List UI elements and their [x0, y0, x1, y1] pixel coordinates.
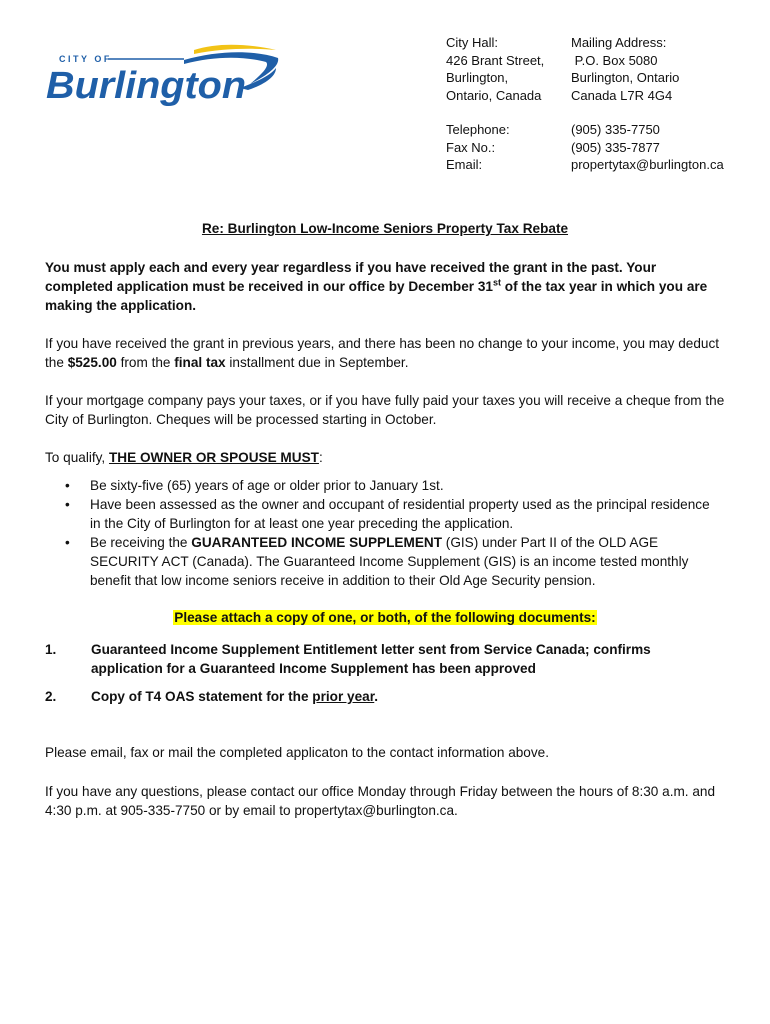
- city-hall-street: 426 Brant Street,: [446, 52, 545, 68]
- bullet-text-age: Be sixty-five (65) years of age or older prior to January 1st.: [90, 478, 444, 493]
- list-item: [63, 476, 723, 495]
- questions-paragraph: If you have any questions, please contact our office Monday through Friday between the hours of 8:30 a.m. and 4:30 p.m. at 905-335-7750 or by email to propertytax@burlington.ca.: [45, 784, 716, 818]
- submit-instructions: Please email, fax or mail the completed applicaton to the contact information above.: [45, 745, 550, 760]
- bullet-text-residence: Have been assessed as the owner and occupant of residential property used as the principal residence in the City of Burlington for at least one year preceding the application.: [90, 497, 710, 531]
- attach-notice-wrap: [0, 610, 770, 625]
- bullet-text-gis-bold: GUARANTEED INCOME SUPPLEMENT: [191, 535, 443, 550]
- subject-line: Re: Burlington Low-Income Seniors Property Tax Rebate: [201, 221, 569, 236]
- email-value: propertytax@burlington.ca: [571, 157, 724, 172]
- deduct-text-3: installment due in September.: [225, 355, 409, 370]
- document-text-2-suffix: .: [374, 689, 379, 704]
- city-hall-address: [446, 34, 544, 104]
- contact-values: [571, 121, 724, 174]
- bullet-text-gis-prefix: Be receiving the: [90, 535, 192, 550]
- logo-name: Burlington: [46, 65, 246, 107]
- fax-label: Fax No.:: [446, 139, 496, 155]
- mailing-city: Burlington, Ontario: [571, 70, 680, 85]
- list-item: [63, 533, 723, 590]
- contact-labels: [446, 121, 510, 174]
- final-tax-text: final tax: [174, 355, 226, 370]
- city-hall-label: City Hall:: [446, 35, 499, 50]
- list-item: [63, 495, 723, 533]
- logo-city-of: CITY OF: [59, 54, 112, 64]
- attach-notice: Please attach a copy of one, or both, of the following documents:: [174, 610, 596, 625]
- intro-text-2: of the tax year in which you are making the application.: [45, 279, 708, 313]
- qualify-emphasis: THE OWNER OR SPOUSE MUST: [108, 450, 319, 465]
- document-text-1: Guaranteed Income Supplement Entitlement letter sent from Service Canada; confirms application for a Guaranteed Income Supplement has been approved: [91, 642, 651, 676]
- qualification-list: [63, 476, 723, 590]
- prior-year-text: prior year: [312, 689, 375, 704]
- document-item-1: [45, 640, 725, 678]
- deduct-amount: $525.00: [67, 355, 117, 370]
- qualify-heading: [45, 448, 725, 467]
- document-text-2: [91, 687, 725, 706]
- city-of-burlington-logo: [44, 36, 280, 112]
- city-hall-province: Ontario, Canada: [446, 87, 542, 103]
- intro-paragraph: [45, 258, 725, 315]
- deduct-text-1: If you have received the grant in previous years, and there has been no change to your income, you may deduct the: [45, 336, 720, 370]
- telephone-label: Telephone:: [446, 122, 510, 137]
- mailing-label: Mailing Address:: [571, 35, 667, 50]
- deduct-paragraph: [45, 334, 725, 372]
- fax-value: (905) 335-7877: [571, 139, 660, 155]
- intro-superscript: st: [492, 277, 501, 288]
- document-text-2-prefix: Copy of T4 OAS statement for the: [91, 689, 313, 704]
- mailing-address: [571, 34, 679, 104]
- intro-text-1: You must apply each and every year regardless if you have received the grant in the past. Your completed application must be received in our office by December 31: [45, 260, 657, 294]
- mortgage-paragraph: If your mortgage company pays your taxes, or if you have fully paid your taxes you will receive a cheque from the City of Burlington. Cheques will be processed starting in October.: [45, 393, 725, 427]
- mailing-postal: Canada L7R 4G4: [571, 87, 673, 103]
- bullet-icon: •: [65, 497, 70, 512]
- bullet-icon: •: [65, 478, 70, 493]
- qualify-prefix: To qualify,: [45, 450, 109, 465]
- qualify-suffix: :: [318, 450, 323, 465]
- bullet-text-gis-rest: (GIS) under Part II of the OLD AGE SECURITY ACT (Canada). The Guaranteed Income Supplement (GIS) is an income tested monthly benefit that low income seniors receive in addition to their Old Age Security pension.: [90, 535, 689, 588]
- telephone-value: (905) 335-7750: [571, 122, 660, 137]
- mailing-po-box: P.O. Box 5080: [571, 52, 658, 68]
- email-label: Email:: [446, 157, 483, 172]
- document-item-2: [45, 687, 725, 706]
- bullet-icon: •: [65, 535, 70, 550]
- city-hall-city: Burlington,: [446, 70, 509, 85]
- deduct-text-2: from the: [116, 355, 175, 370]
- document-number-1: 1.: [45, 642, 57, 657]
- document-number-2: 2.: [45, 689, 57, 704]
